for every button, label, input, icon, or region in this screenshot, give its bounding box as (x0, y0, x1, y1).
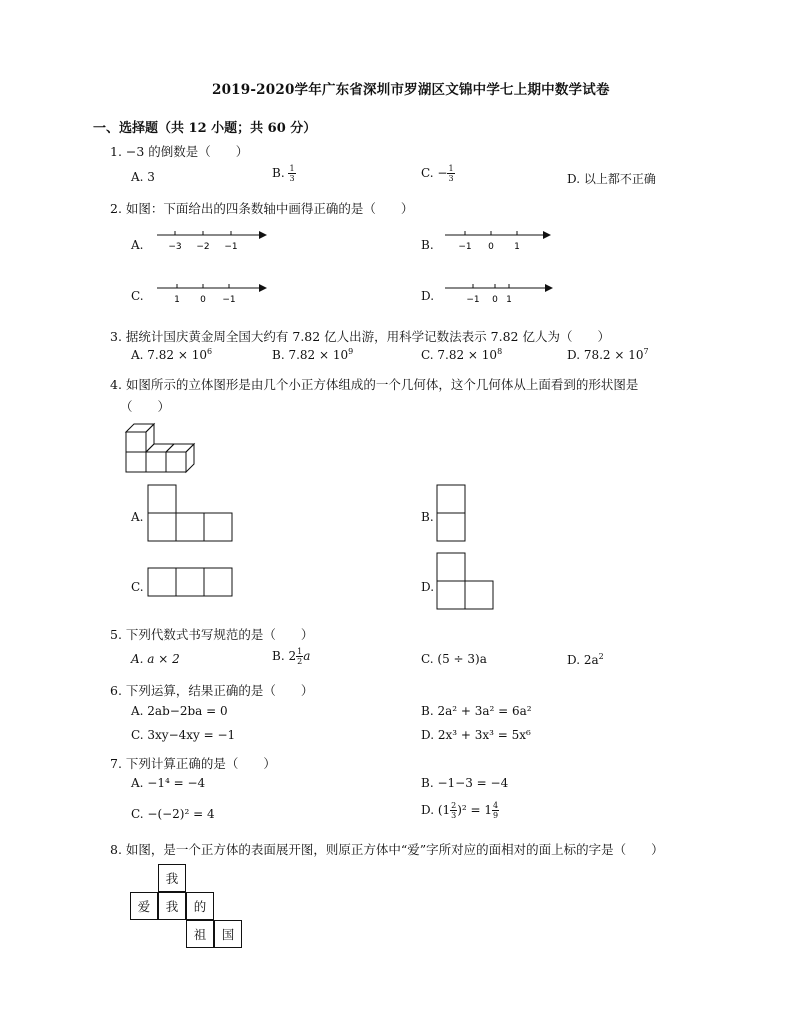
question-1-option-c: C. − $\frac{1}{3}$ (421, 164, 454, 183)
question-5-option-b: B. 2 $\frac{1}{2}$ a (272, 647, 311, 666)
net-cell: 我 (158, 892, 186, 920)
question-5-option-a: A. a × 2 (131, 652, 180, 666)
question-3-option-c: C. $7.82 \times 10^8$ (421, 347, 503, 362)
tick-label: 1 (506, 295, 512, 305)
question-6-option-b: B. 2a² + 3a² = 6a² (421, 704, 532, 718)
question-3-stem: 3. 据统计国庆黄金周全国大约有 7.82 亿人出游，用科学记数法表示 7.82 亿人为（ ） (110, 329, 610, 344)
net-cell: 祖 (186, 920, 214, 948)
page-title: 2019-2020学年广东省深圳市罗湖区文锦中学七上期中数学试卷 (212, 82, 610, 98)
question-3-option-a: A. $7.82 \times 10^6$ (131, 347, 213, 362)
tick-label: 0 (492, 295, 498, 305)
section-header: 一、选择题（共 12 小题；共 60 分） (93, 121, 317, 136)
number-line-b (443, 226, 551, 254)
tick-label: −1 (224, 242, 238, 252)
top-view-d (436, 552, 496, 612)
question-4-stem: 4. 如图所示的立体图形是由几个小正方体组成的一个几何体，这个几何体从上面看到的形状图是 (110, 377, 639, 392)
question-7-stem: 7. 下列计算正确的是（ ） (110, 756, 276, 771)
question-5-option-c: C. (5 ÷ 3)a (421, 652, 487, 666)
tick-label: 1 (174, 295, 180, 305)
question-5-option-d: D. $2a^2$ (567, 652, 604, 667)
net-cell: 国 (214, 920, 242, 948)
top-view-b (436, 484, 467, 544)
question-4-paren: （ ） (120, 399, 171, 414)
question-4-option-c: C. (131, 580, 144, 594)
tick-label: 0 (488, 242, 494, 252)
question-7-option-c: C. −(−2)² = 4 (131, 807, 215, 821)
question-8-stem: 8. 如图，是一个正方体的表面展开图，则原正方体中“爱”字所对应的面相对的面上标的字是（ ） (110, 842, 664, 857)
question-2-stem: 2. 如图：下面给出的四条数轴中画得正确的是（ ） (110, 201, 414, 216)
question-3-option-d: D. $78.2 \times 10^7$ (567, 347, 649, 362)
top-view-a (147, 484, 236, 544)
question-1-option-a: A. 3 (131, 170, 155, 184)
question-7-option-a: A. −1⁴ = −4 (131, 776, 206, 790)
tick-label: −3 (168, 242, 182, 252)
net-cell: 爱 (130, 892, 158, 920)
question-1-option-d: D. 以上都不正确 (567, 172, 656, 186)
question-6-option-c: C. 3xy−4xy = −1 (131, 728, 236, 742)
net-cell: 的 (186, 892, 214, 920)
question-6-option-a: A. 2ab−2ba = 0 (131, 704, 228, 718)
number-line-a (155, 226, 267, 254)
question-1-stem: 1. −3 的倒数是（ ） (110, 144, 249, 159)
question-1-option-b: B. $\frac{1}{3}$ (272, 164, 295, 183)
question-4-option-b: B. (421, 510, 434, 524)
question-3-option-b: B. $7.82 \times 10^9$ (272, 347, 354, 362)
number-line-c (155, 279, 267, 307)
cube-solid-figure (124, 420, 198, 476)
tick-label: −1 (458, 242, 472, 252)
question-2-option-b: B. (421, 238, 434, 252)
question-2-option-c: C. (131, 289, 144, 303)
tick-label: 0 (200, 295, 206, 305)
question-6-stem: 6. 下列运算，结果正确的是（ ） (110, 683, 314, 698)
question-5-stem: 5. 下列代数式书写规范的是（ ） (110, 627, 314, 642)
number-line-d (443, 279, 553, 307)
question-7-option-d: D. (1 $\frac{2}{3}$ )² = 1 $\frac{4}{9}$ (421, 801, 499, 820)
question-2-option-a: A. (131, 238, 144, 252)
net-cell: 我 (158, 864, 186, 892)
question-7-option-b: B. −1−3 = −4 (421, 776, 509, 790)
question-4-option-d: D. (421, 580, 435, 594)
question-4-option-a: A. (131, 510, 144, 524)
tick-label: 1 (514, 242, 520, 252)
tick-label: −1 (466, 295, 480, 305)
question-2-option-d: D. (421, 289, 435, 303)
top-view-c (147, 567, 236, 599)
tick-label: −1 (222, 295, 236, 305)
question-6-option-d: D. 2x³ + 3x³ = 5x⁶ (421, 728, 531, 742)
tick-label: −2 (196, 242, 210, 252)
